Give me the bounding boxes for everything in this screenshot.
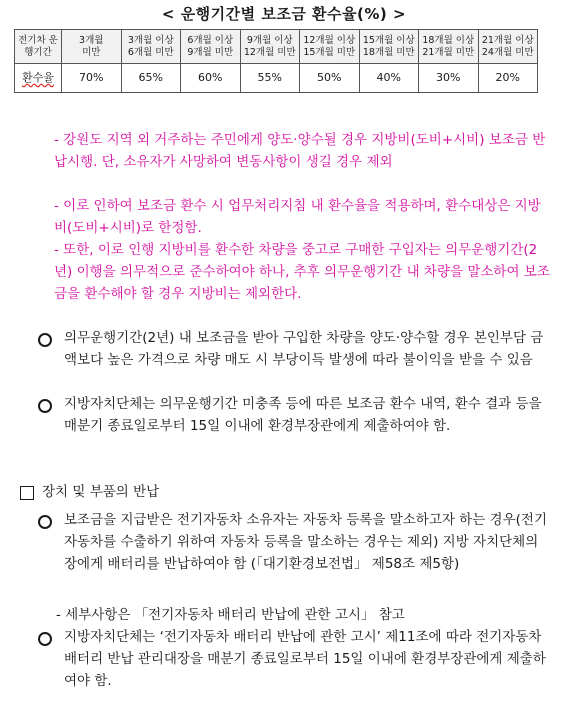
header-cell: 18개월 이상 21개월 미만	[419, 30, 479, 64]
bullet-item	[38, 393, 554, 437]
header-cell: 3개월 미만	[62, 30, 122, 64]
bullet-text: 지방자치단체는 ‘전기자동차 배터리 반납에 관한 고시’ 제11조에 따라 전기자동차 배터리 반납 관리대장을 매분기 종료일로부터 15일 이내에 환경부장관에게 제출하여야 함.	[64, 629, 546, 689]
section-heading: 장치 및 부품의 반납	[20, 481, 550, 503]
circle-bullet-icon	[38, 631, 52, 653]
bullet-text: 지방자치단체는 의무운행기간 미충족 등에 따른 보조금 환수 내역, 환수 결과 등을 매분기 종료일로부터 15일 이내에 환경부장관에게 제출하여야 함.	[64, 396, 542, 434]
table-value-row	[15, 64, 538, 93]
refund-rate-table	[14, 29, 538, 93]
rate-cell: 50%	[300, 64, 360, 93]
header-cell: 21개월 이상 24개월 미만	[478, 30, 538, 64]
row-label-cell: 환수율	[15, 64, 62, 93]
rate-cell: 30%	[419, 64, 479, 93]
bullet-item	[38, 626, 554, 692]
page-title: < 운행기간별 보조금 환수율(%) >	[161, 5, 407, 23]
rate-cell: 70%	[62, 64, 122, 93]
row-header-cell: 전기차 운행기간	[15, 30, 62, 64]
bullet-item	[38, 327, 554, 371]
rate-cell: 55%	[240, 64, 300, 93]
sub-dash-note: - 세부사항은 「전기자동차 배터리 반납에 관한 고시」 참고	[56, 607, 405, 623]
header-cell: 15개월 이상 18개월 미만	[359, 30, 419, 64]
header-cell: 6개월 이상 9개월 미만	[181, 30, 241, 64]
table-header-row	[15, 30, 538, 64]
checkbox-square-icon	[20, 485, 34, 507]
rate-cell: 65%	[121, 64, 181, 93]
rate-cell: 20%	[478, 64, 538, 93]
rate-cell: 40%	[359, 64, 419, 93]
dash-item: - 이로 인하여 보조금 환수 시 업무처리지침 내 환수율을 적용하며, 환수대상은 지방비(도비+시비)로 한정함.	[54, 198, 541, 236]
header-cell: 9개월 이상 12개월 미만	[240, 30, 300, 64]
dash-item: - 강원도 지역 외 거주하는 주민에게 양도·양수될 경우 지방비(도비+시비) 보조금 반납시행. 단, 소유자가 사망하여 변동사항이 생길 경우 제외	[54, 132, 546, 170]
bullet-text: 의무운행기간(2년) 내 보조금을 받아 구입한 차량을 양도·양수할 경우 본인부담 금액보다 높은 가격으로 차량 매도 시 부당이득 발생에 따라 불이익을 받을 수 있음	[64, 330, 544, 368]
header-cell: 3개월 이상 6개월 미만	[121, 30, 181, 64]
dash-item: - 또한, 이로 인행 지방비를 환수한 차량을 중고로 구매한 구입자는 의무운행기간(2년) 이행을 의무적으로 준수하여야 하나, 추후 의무운행기간 내 차량을 말소하여 보조금을 환수해야 할 경우 지방비는 제외한다.	[54, 242, 550, 302]
rate-cell: 60%	[181, 64, 241, 93]
bullet-item	[38, 509, 554, 575]
circle-bullet-icon	[38, 398, 52, 420]
circle-bullet-icon	[38, 332, 52, 354]
circle-bullet-icon	[38, 514, 52, 536]
header-cell: 12개월 이상 15개월 미만	[300, 30, 360, 64]
bullet-text: 보조금을 지급받은 전기자동차 소유자는 자동차 등록을 말소하고자 하는 경우(전기자동차를 수출하기 위하여 자동차 등록을 말소하는 경우는 제외) 지방 자치단체의 장에게 배터리를 반납하여야 함 (「대기환경보전법」 제58조 제5항)	[64, 512, 547, 572]
